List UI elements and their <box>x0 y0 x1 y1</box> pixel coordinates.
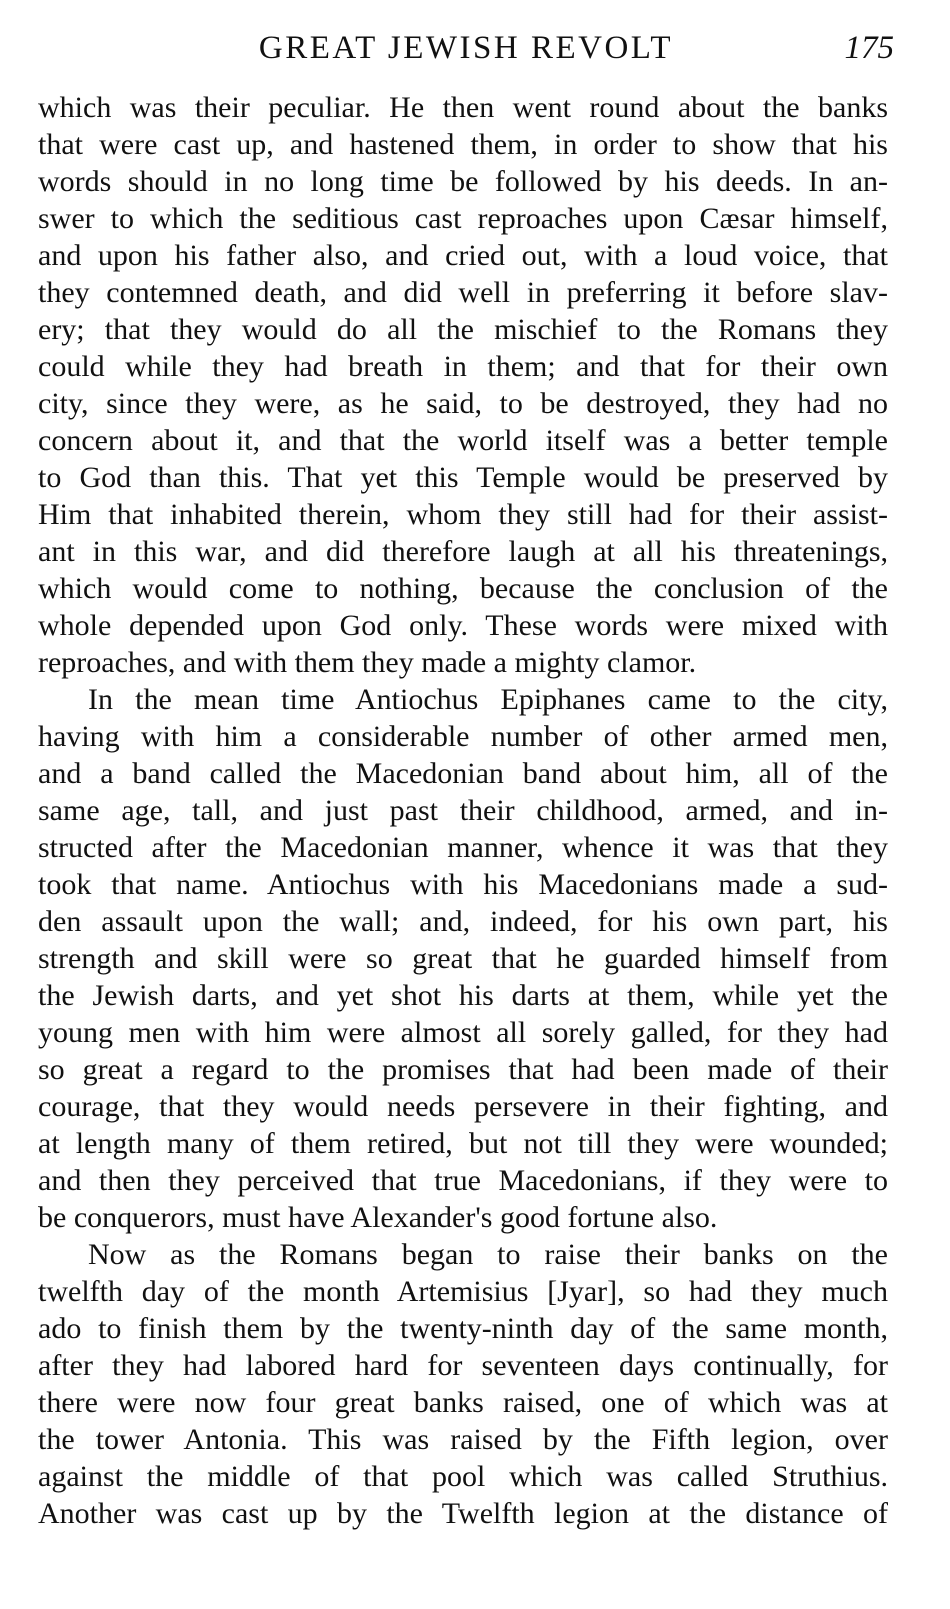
text-line: city, since they were, as he said, to be destroyed, they had no <box>38 387 888 420</box>
text-line: structed after the Macedonian manner, whence it was that they <box>38 831 888 864</box>
text-line: courage, that they would needs persevere in their fighting, and <box>38 1090 888 1123</box>
text-line: concern about it, and that the world itself was a better temple <box>38 424 888 457</box>
text-line: strength and skill were so great that he guarded himself from <box>38 942 888 975</box>
text-line: could while they had breath in them; and that for their own <box>38 350 888 383</box>
text-line: Now as the Romans began to raise their banks on the <box>88 1238 888 1271</box>
text-line: ery; that they would do all the mischief to the Romans they <box>38 313 888 346</box>
text-line: and upon his father also, and cried out, with a loud voice, that <box>38 239 888 272</box>
text-line: which was their peculiar. He then went round about the banks <box>38 91 888 124</box>
text-line: whole depended upon God only. These words were mixed with <box>38 609 888 642</box>
text-line: and a band called the Macedonian band about him, all of the <box>38 757 888 790</box>
text-line: after they had labored hard for seventeen days continually, for <box>38 1349 888 1382</box>
running-title: GREAT JEWISH REVOLT <box>258 30 674 66</box>
paragraph <box>38 89 888 681</box>
text-line: they contemned death, and did well in preferring it before slav- <box>38 276 888 309</box>
text-line: the Jewish darts, and yet shot his darts at them, while yet the <box>38 979 888 1012</box>
text-line: which would come to nothing, because the conclusion of the <box>38 572 888 605</box>
text-line: having with him a considerable number of other armed men, <box>38 720 888 753</box>
paragraph <box>38 1236 888 1532</box>
text-line: Another was cast up by the Twelfth legion at the distance of <box>38 1497 888 1530</box>
text-line: at length many of them retired, but not till they were wounded; <box>38 1127 888 1160</box>
text-line: swer to which the seditious cast reproaches upon Cæsar himself, <box>38 202 888 235</box>
text-line: ant in this war, and did therefore laugh at all his threatenings, <box>38 535 888 568</box>
text-line: so great a regard to the promises that had been made of their <box>38 1053 888 1086</box>
text-line: be conquerors, must have Alexander's good fortune also. <box>38 1201 718 1234</box>
text-line: that were cast up, and hastened them, in order to show that his <box>38 128 888 161</box>
text-line: against the middle of that pool which was called Struthius. <box>38 1460 888 1493</box>
text-line: there were now four great banks raised, one of which was at <box>38 1386 888 1419</box>
text-line: the tower Antonia. This was raised by the Fifth legion, over <box>38 1423 888 1456</box>
text-line: In the mean time Antiochus Epiphanes came to the city, <box>88 683 888 716</box>
paragraph <box>38 681 888 1236</box>
text-line: took that name. Antiochus with his Macedonians made a sud- <box>38 868 888 901</box>
text-line: reproaches, and with them they made a mighty clamor. <box>38 646 697 679</box>
text-line: same age, tall, and just past their childhood, armed, and in- <box>38 794 888 827</box>
text-line: den assault upon the wall; and, indeed, for his own part, his <box>38 905 888 938</box>
text-line: twelfth day of the month Artemisius [Jyar], so had they much <box>38 1275 888 1308</box>
text-line: to God than this. That yet this Temple would be preserved by <box>38 461 888 494</box>
text-line: words should in no long time be followed by his deeds. In an- <box>38 165 888 198</box>
text-line: Him that inhabited therein, whom they still had for their assist- <box>38 498 888 531</box>
body-text <box>38 89 888 1532</box>
page-header <box>38 26 894 76</box>
text-line: young men with him were almost all sorely galled, for they had <box>38 1016 888 1049</box>
text-line: and then they perceived that true Macedonians, if they were to <box>38 1164 888 1197</box>
page-number: 175 <box>844 30 894 66</box>
text-line: ado to finish them by the twenty-ninth day of the same month, <box>38 1312 888 1345</box>
